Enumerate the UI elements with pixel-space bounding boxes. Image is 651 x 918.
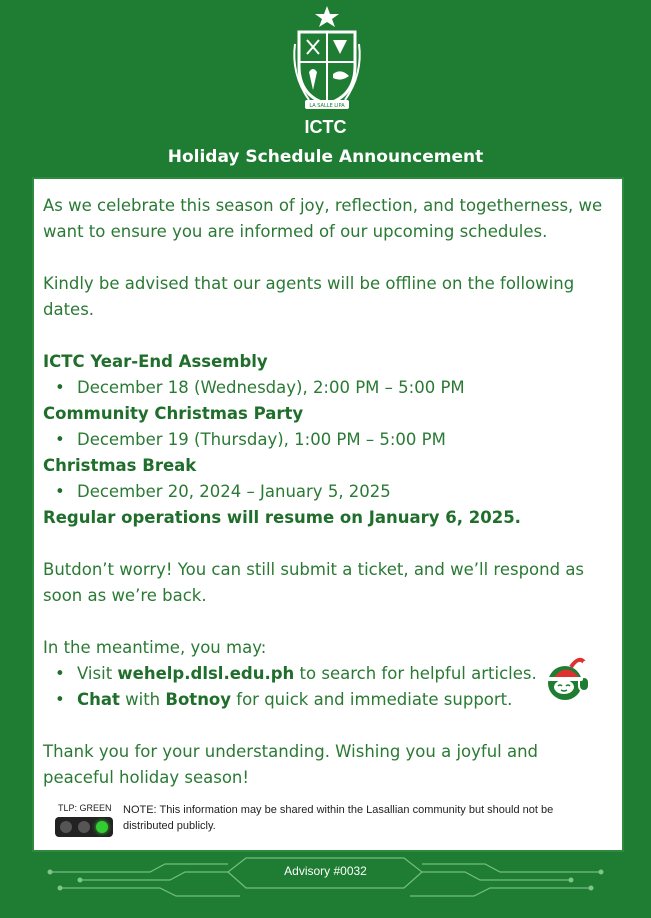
schedule-detail: • December 20, 2024 – January 5, 2025: [43, 479, 613, 505]
circuit-decoration-icon: [0, 852, 651, 918]
schedule-detail: • December 19 (Thursday), 1:00 PM – 5:00 PM: [43, 427, 613, 453]
botnoy-name: Botnoy: [165, 690, 232, 709]
tlp-note: NOTE: This information may be shared within the Lasallian community but should not be distributed publicly.: [123, 804, 554, 832]
worry-text: Butdon’t worry! You can still submit a ticket, and we’ll respond as soon as we’re back.: [43, 560, 585, 605]
org-name: ICTC: [304, 117, 347, 137]
tip-item: • Chat with Botnoy for quick and immediate support.: [43, 687, 613, 713]
header: [0, 0, 651, 178]
announcement-body: [43, 193, 613, 791]
footer: [0, 852, 651, 918]
meantime-text: In the meantime, you may:: [43, 638, 267, 657]
schedule-detail: • December 18 (Wednesday), 2:00 PM – 5:00 PM: [43, 375, 613, 401]
traffic-light-icon: [55, 817, 113, 837]
botnoy-mascot-icon: [539, 649, 595, 705]
advised-text: Kindly be advised that our agents will be offline on the following dates.: [43, 274, 575, 319]
announcement-card: [32, 177, 624, 852]
tlp-label: TLP: GREEN: [58, 803, 112, 813]
advisory-number: Advisory #0032: [284, 864, 367, 878]
chat-label: Chat: [77, 690, 120, 709]
schedule-title: ICTC Year-End Assembly: [43, 352, 268, 371]
schedule-title: Community Christmas Party: [43, 404, 304, 423]
tlp-indicator: [55, 803, 125, 837]
help-link[interactable]: wehelp.dlsl.edu.ph: [117, 664, 295, 683]
school-seal-icon: [289, 4, 365, 114]
schedule-title: Christmas Break: [43, 456, 197, 475]
intro-text: As we celebrate this season of joy, reflection, and togetherness, we want to ensure you are informed of our upcoming schedules.: [43, 196, 603, 241]
page-title: Holiday Schedule Announcement: [167, 147, 484, 167]
thanks-text: Thank you for your understanding. Wishing you a joyful and peaceful holiday season!: [43, 742, 539, 787]
seal-motto: LA SALLE LIPA: [309, 103, 345, 109]
tip-item: • Visit wehelp.dlsl.edu.ph to search for helpful articles.: [43, 661, 613, 687]
resume-notice: Regular operations will resume on January 6, 2025.: [43, 508, 521, 527]
